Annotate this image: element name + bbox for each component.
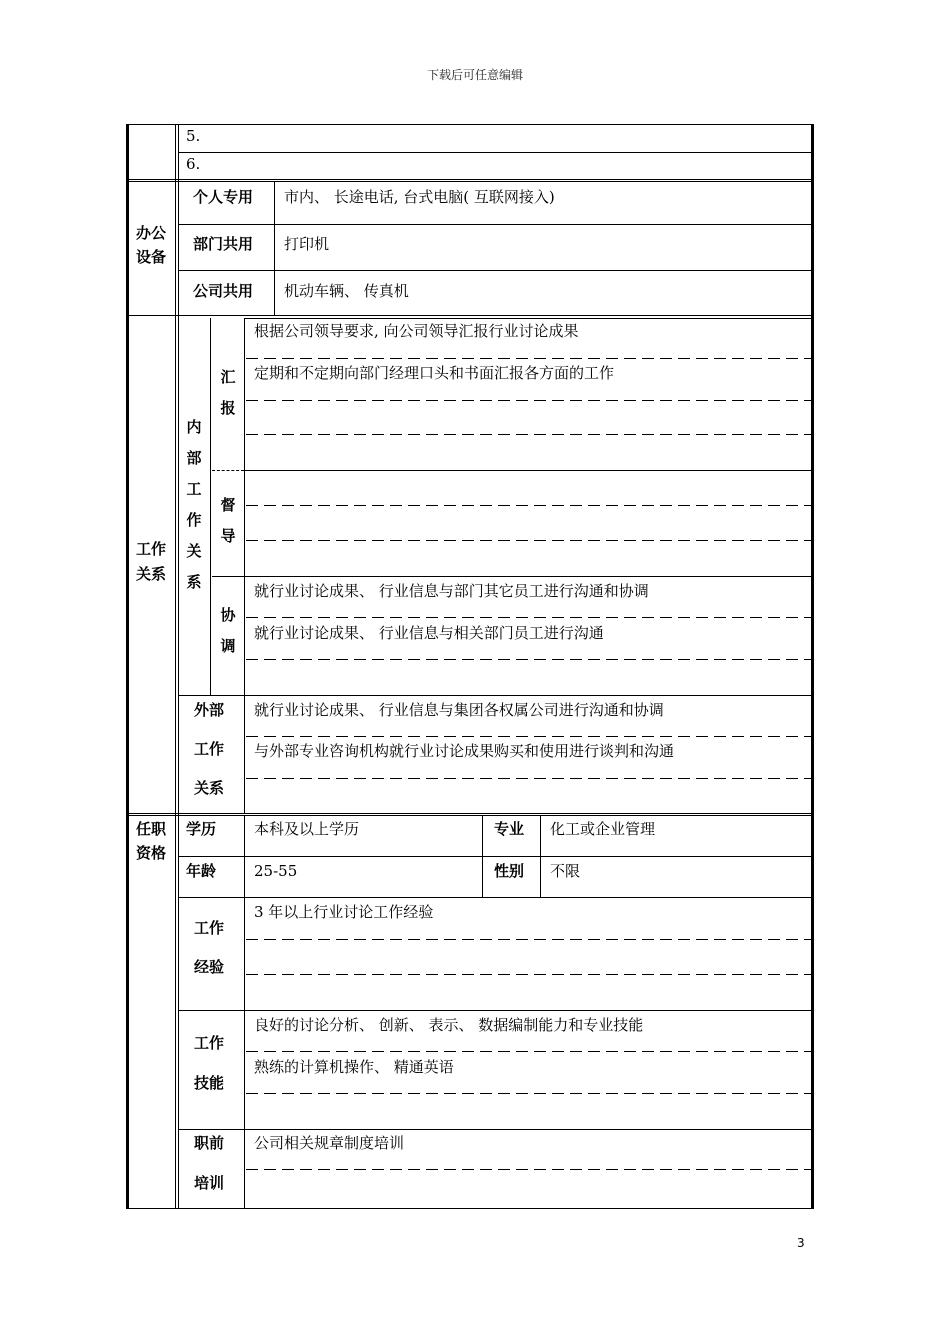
dashed-underline xyxy=(246,540,811,541)
dashed-underline xyxy=(246,736,811,737)
dashed-underline xyxy=(246,939,811,940)
row-divider xyxy=(178,152,812,153)
col-separator xyxy=(244,318,245,695)
dashed-underline xyxy=(246,400,811,401)
gender-label: 性别 xyxy=(494,862,525,880)
external-line-1: 就行业讨论成果、 行业信息与集团各权属公司进行沟通和协调 xyxy=(254,701,664,719)
dashed-underline xyxy=(246,1169,811,1170)
col-separator-main xyxy=(175,124,176,1209)
right-border xyxy=(811,124,814,1209)
qualifications-label-2: 资格 xyxy=(136,844,167,862)
gender-value: 不限 xyxy=(550,862,581,880)
department-use-value: 打印机 xyxy=(284,235,330,253)
office-equipment-label-2: 设备 xyxy=(136,248,167,266)
major-label: 专业 xyxy=(494,820,525,838)
supervise-label: 督 导 xyxy=(220,496,236,545)
row-divider xyxy=(178,695,812,696)
coordinate-label: 协 调 xyxy=(220,606,236,655)
item-6: 6. xyxy=(186,155,201,173)
dashed-underline xyxy=(246,1093,811,1094)
skills-line-2: 熟练的计算机操作、 精通英语 xyxy=(254,1058,454,1076)
report-line-1: 根据公司领导要求, 向公司领导汇报行业讨论成果 xyxy=(254,322,579,340)
left-border xyxy=(126,124,129,1209)
education-value: 本科及以上学历 xyxy=(254,820,360,838)
company-use-label: 公司共用 xyxy=(193,282,254,300)
section-divider xyxy=(126,179,814,182)
row-divider xyxy=(178,1010,812,1011)
dashed-divider xyxy=(212,470,244,471)
skills-label-1: 工作 xyxy=(194,1034,225,1052)
col-separator-main-2 xyxy=(178,124,179,1209)
training-value: 公司相关规章制度培训 xyxy=(254,1134,405,1152)
report-label: 汇 报 xyxy=(220,368,236,417)
col-separator xyxy=(244,816,245,1209)
dashed-underline xyxy=(246,617,811,618)
row-divider xyxy=(178,897,812,898)
experience-label-2: 经验 xyxy=(194,958,225,976)
dashed-underline xyxy=(246,358,811,359)
office-equipment-label-1: 办公 xyxy=(136,224,167,242)
external-label-1: 外部 xyxy=(194,701,225,719)
training-label-2: 培训 xyxy=(194,1174,225,1192)
education-label: 学历 xyxy=(186,820,217,838)
work-relations-label-2: 关系 xyxy=(136,565,167,583)
bottom-border xyxy=(126,1208,814,1209)
row-divider xyxy=(178,856,812,857)
major-value: 化工或企业管理 xyxy=(550,820,656,838)
job-description-table xyxy=(126,124,813,1209)
section-divider xyxy=(126,813,814,816)
row-divider xyxy=(244,318,812,319)
page-number: 3 xyxy=(797,1236,805,1250)
department-use-label: 部门共用 xyxy=(193,235,254,253)
row-divider xyxy=(178,270,812,271)
external-label-2: 工作 xyxy=(194,740,225,758)
coordinate-line-2: 就行业讨论成果、 行业信息与相关部门员工进行沟通 xyxy=(254,624,604,642)
skills-label-2: 技能 xyxy=(194,1074,225,1092)
internal-relations-label: 内 部 工 作 关 系 xyxy=(186,418,202,591)
experience-label-1: 工作 xyxy=(194,919,225,937)
row-divider xyxy=(178,224,812,225)
coordinate-line-1: 就行业讨论成果、 行业信息与部门其它员工进行沟通和协调 xyxy=(254,582,649,600)
skills-line-1: 良好的讨论分析、 创新、 表示、 数据编制能力和专业技能 xyxy=(254,1016,644,1034)
age-value: 25-55 xyxy=(254,862,298,880)
page-header: 下载后可任意编辑 xyxy=(426,68,523,82)
work-relations-label-1: 工作 xyxy=(136,540,167,558)
training-label-1: 职前 xyxy=(194,1134,225,1152)
dashed-underline xyxy=(246,778,811,779)
report-line-2: 定期和不定期向部门经理口头和书面汇报各方面的工作 xyxy=(254,364,615,382)
dashed-underline xyxy=(246,659,811,660)
dashed-underline xyxy=(246,434,811,435)
dashed-underline xyxy=(246,505,811,506)
col-separator xyxy=(244,695,245,813)
external-line-2: 与外部专业咨询机构就行业讨论成果购买和使用进行谈判和沟通 xyxy=(254,742,675,760)
dashed-underline xyxy=(246,1051,811,1052)
top-border xyxy=(126,124,814,125)
experience-value: 3 年以上行业讨论工作经验 xyxy=(254,903,434,921)
col-separator xyxy=(274,182,275,315)
col-separator xyxy=(210,318,211,695)
personal-use-value: 市内、 长途电话, 台式电脑( 互联网接入) xyxy=(284,188,555,206)
dashed-underline xyxy=(246,974,811,975)
row-divider xyxy=(244,470,812,471)
external-label-3: 关系 xyxy=(194,779,225,797)
qualifications-label-1: 任职 xyxy=(136,820,167,838)
personal-use-label: 个人专用 xyxy=(193,188,254,206)
row-divider xyxy=(212,576,812,577)
item-5: 5. xyxy=(186,127,201,145)
company-use-value: 机动车辆、 传真机 xyxy=(284,282,409,300)
age-label: 年龄 xyxy=(186,862,217,880)
section-divider xyxy=(126,315,814,316)
row-divider xyxy=(178,1129,812,1130)
